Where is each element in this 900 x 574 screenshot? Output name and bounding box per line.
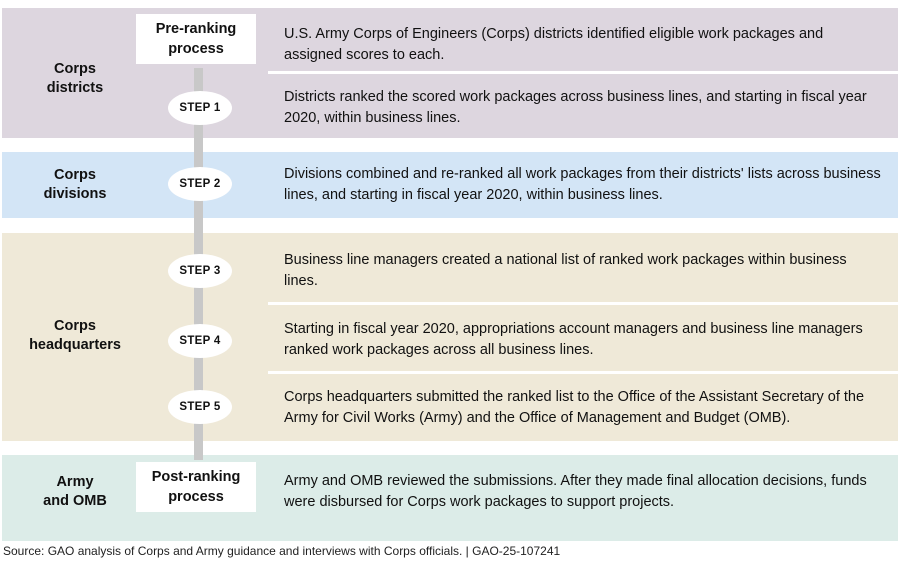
post-ranking-box: Post-ranking process — [136, 462, 256, 512]
separator — [268, 71, 898, 74]
step-4-description: Starting in fiscal year 2020, appropriations account managers and business line managers ranked work packages across all business lines. — [284, 321, 863, 358]
step-2-oval: STEP 2 — [168, 167, 232, 201]
step-2-description: Divisions combined and re-ranked all work packages from their districts' lists across business lines, and starting in fiscal year 2020, within business lines. — [284, 166, 881, 203]
step-3-description: Business line managers created a national list of ranked work packages within business lines. — [284, 252, 847, 289]
separator — [268, 371, 898, 374]
step-1-oval: STEP 1 — [168, 91, 232, 125]
pre-ranking-description: U.S. Army Corps of Engineers (Corps) districts identified eligible work packages and assigned scores to each. — [284, 26, 824, 63]
source-note: Source: GAO analysis of Corps and Army guidance and interviews with Corps officials. | GAO-25-107241 — [3, 544, 561, 558]
step-5-oval: STEP 5 — [168, 390, 232, 424]
step-5-description: Corps headquarters submitted the ranked list to the Office of the Assistant Secretary of the Army for Civil Works (Army) and the Office of Management and Budget (OMB). — [284, 389, 865, 426]
row-label-divisions: Corps divisions — [43, 167, 107, 202]
step-4-oval: STEP 4 — [168, 324, 232, 358]
row-label-army-omb: Army and OMB — [43, 474, 107, 509]
row-label-headquarters: Corps headquarters — [29, 318, 121, 353]
pre-ranking-box: Pre-ranking process — [136, 14, 256, 64]
step-1-description: Districts ranked the scored work packages across business lines, and starting in fiscal year 2020, within business lines. — [284, 89, 867, 126]
separator — [268, 302, 898, 305]
post-ranking-description: Army and OMB reviewed the submissions. After they made final allocation decisions, funds were disbursed for Corps work packages to support projects. — [284, 473, 867, 510]
step-3-oval: STEP 3 — [168, 254, 232, 288]
row-label-districts: Corps districts — [46, 61, 104, 96]
